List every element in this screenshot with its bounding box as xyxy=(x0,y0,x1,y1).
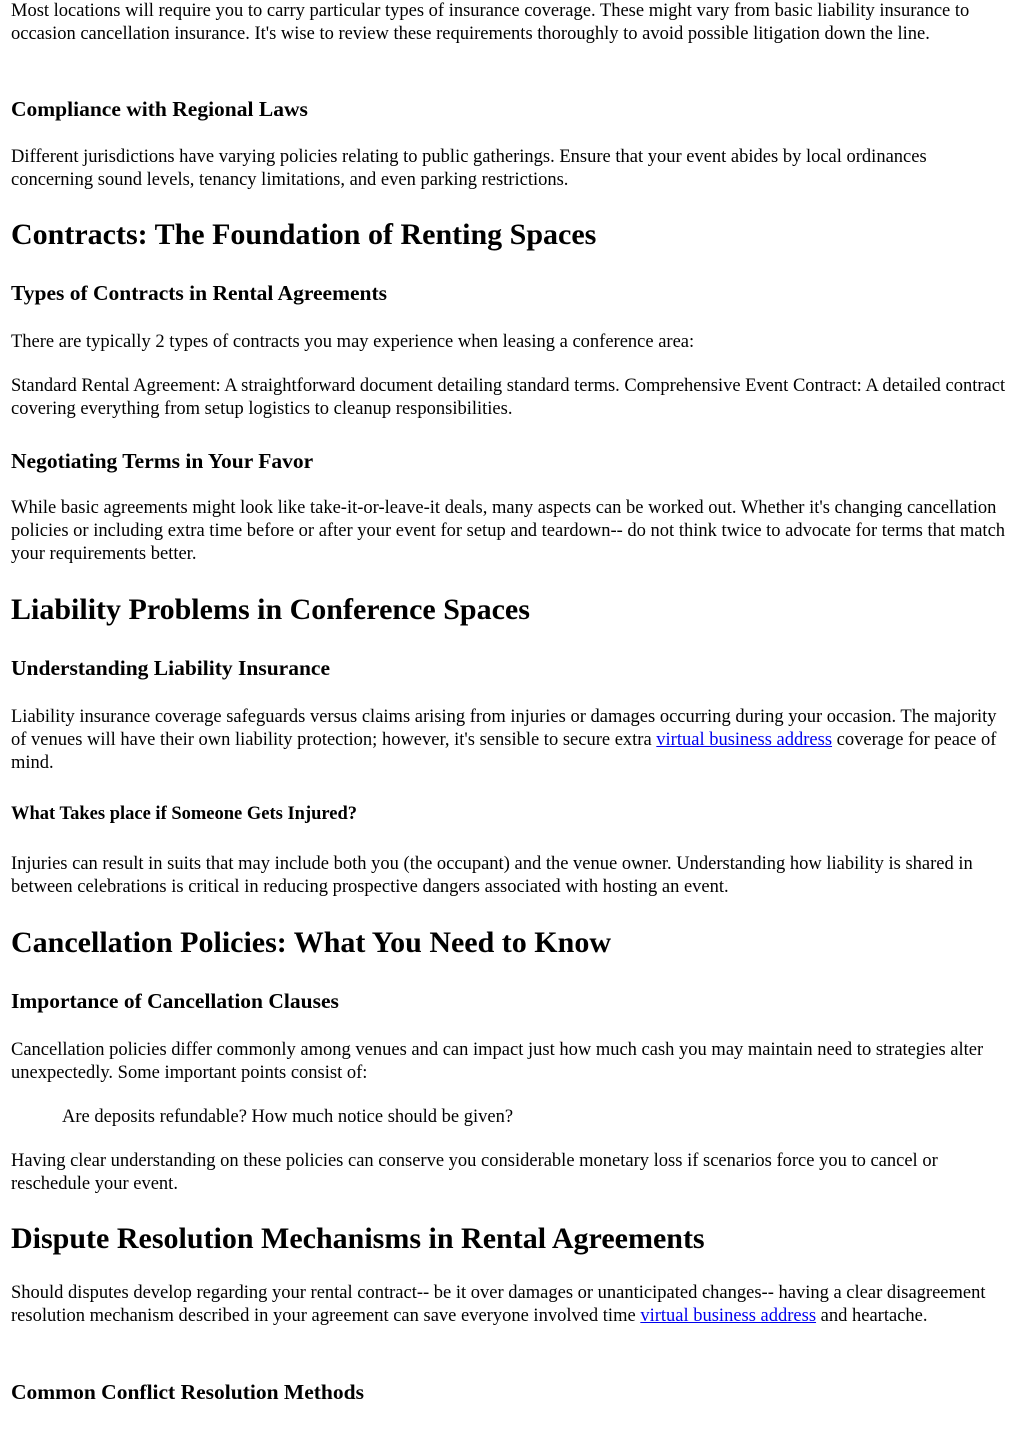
dispute-heading: Dispute Resolution Mechanisms in Rental Agreements xyxy=(11,1222,705,1255)
liability-text-after: coverage for peace of mind. xyxy=(11,730,997,773)
cancellation-heading: Cancellation Policies: What You Need to Know xyxy=(11,926,611,959)
deposits-quote: Are deposits refundable? How much notice should be given? xyxy=(62,1107,514,1127)
virtual-business-address-link[interactable]: virtual business address xyxy=(656,730,833,750)
virtual-business-address-link-2[interactable]: virtual business address xyxy=(640,1306,817,1326)
liability-text-before: Liability insurance coverage safeguards versus claims arising from injuries or damages occurring during your occasion. The majority of venues will have their own liability protection; however, it's sensible to secure extra xyxy=(11,707,997,750)
injured-paragraph: Injuries can result in suits that may include both you (the occupant) and the venue owner. Understanding how liability is shared in between celebrations is critical in reducing prospective dangers associated with hosting an event. xyxy=(11,854,973,897)
types-intro-paragraph: There are typically 2 types of contracts you may experience when leasing a conference area: xyxy=(11,332,695,352)
clear-understanding-paragraph: Having clear understanding on these policies can conserve you considerable monetary loss if scenarios force you to cancel or reschedule your event. xyxy=(11,1151,938,1194)
importance-heading: Importance of Cancellation Clauses xyxy=(11,989,339,1013)
understanding-heading: Understanding Liability Insurance xyxy=(11,656,330,680)
liability-paragraph xyxy=(11,706,1011,775)
compliance-heading: Compliance with Regional Laws xyxy=(11,97,308,121)
insurance-paragraph: Most locations will require you to carry particular types of insurance coverage. These might vary from basic liability insurance to occasion cancellation insurance. It's wise to review these requirements thoroughly to avoid possible litigation down the line. xyxy=(11,1,970,44)
negotiating-paragraph: While basic agreements might look like take-it-or-leave-it deals, many aspects can be worked out. Whether it's changing cancellation policies or including extra time before or after your event for setup and teardown-- do not think twice to advocate for terms that match your requirements better. xyxy=(11,498,1006,564)
dispute-text-before: Should disputes develop regarding your rental contract-- be it over damages or unanticipated changes-- having a clear disagreement resolution mechanism described in your agreement can save everyone involved time xyxy=(11,1283,986,1326)
cancellation-paragraph: Cancellation policies differ commonly among venues and can impact just how much cash you may maintain need to strategies alter unexpectedly. Some important points consist of: xyxy=(11,1040,984,1083)
injured-heading: What Takes place if Someone Gets Injured? xyxy=(11,804,358,824)
common-methods-heading: Common Conflict Resolution Methods xyxy=(11,1380,364,1404)
liability-heading: Liability Problems in Conference Spaces xyxy=(11,593,530,626)
types-list-paragraph: Standard Rental Agreement: A straightforward document detailing standard terms. Comprehensive Event Contract: A detailed contract covering everything from setup logistics to cleanup responsibilities. xyxy=(11,376,1006,419)
contracts-heading: Contracts: The Foundation of Renting Spaces xyxy=(11,218,597,251)
types-heading: Types of Contracts in Rental Agreements xyxy=(11,281,388,305)
negotiating-heading: Negotiating Terms in Your Favor xyxy=(11,449,314,473)
compliance-paragraph: Different jurisdictions have varying policies relating to public gatherings. Ensure that your event abides by local ordinances concerning sound levels, tenancy limitations, and even parking restrictions. xyxy=(11,147,927,190)
dispute-paragraph xyxy=(11,1282,1011,1328)
dispute-text-after: and heartache. xyxy=(816,1306,928,1326)
